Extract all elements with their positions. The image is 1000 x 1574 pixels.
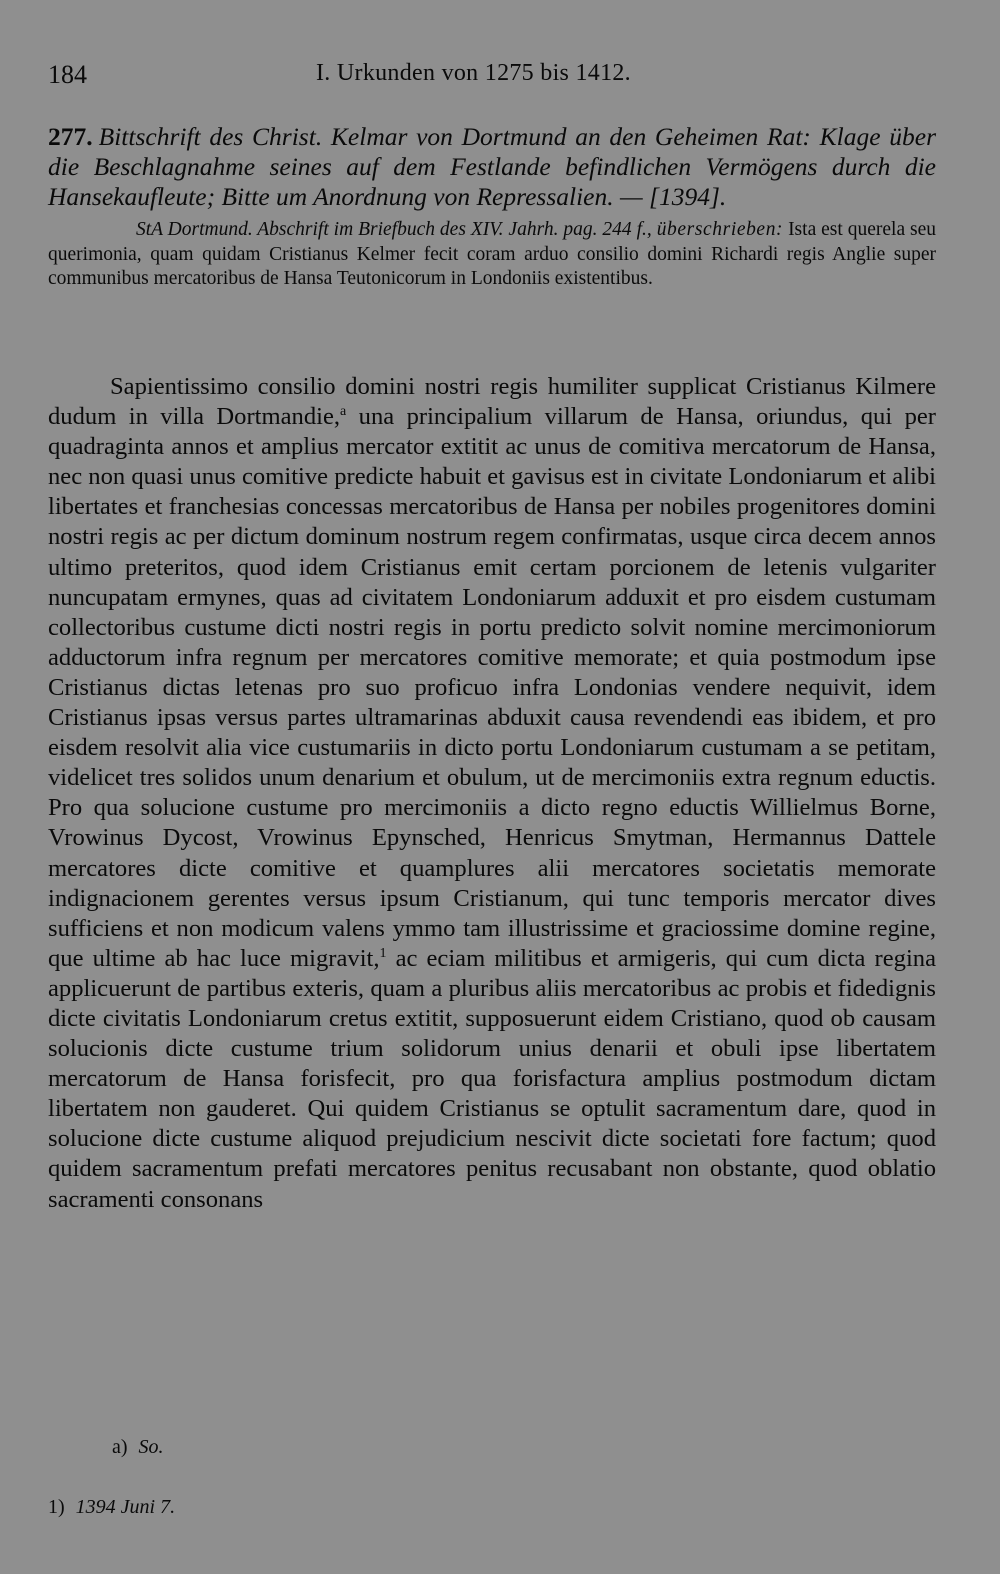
footnote-reference-1: 1 bbox=[379, 945, 387, 961]
body-paragraph bbox=[48, 372, 936, 1215]
document-body bbox=[48, 372, 936, 1215]
source-label: überschrieben: bbox=[656, 219, 784, 240]
footnote-mark: 1) bbox=[48, 1496, 65, 1518]
source-archive: StA Dortmund. Abschrift im Briefbuch des XIV. Jahrh. pag. 244 f., bbox=[136, 219, 652, 240]
running-head bbox=[48, 60, 952, 96]
document-title-block bbox=[48, 122, 936, 212]
footnote-a bbox=[112, 1436, 932, 1476]
document-number: 277. bbox=[48, 122, 93, 151]
footnote-text: So. bbox=[138, 1436, 164, 1458]
running-title: I. Urkunden von 1275 bis 1412. bbox=[316, 60, 631, 86]
footnote-mark: a) bbox=[112, 1436, 128, 1458]
source-heading: Ista est querela seu querimonia, quam quidam Cristianus Kelmer fecit coram arduo consilio domini Richardi regis Anglie super communibus mercatoribus de Hansa Teutonicorum in Londoniis existentibus. bbox=[48, 219, 937, 289]
footnote-text: 1394 Juni 7. bbox=[75, 1496, 176, 1518]
document-title: Bittschrift des Christ. Kelmar von Dortmund an den Geheimen Rat: Klage über die Beschlagnahme seines auf dem Festlande befindlichen Vermögens durch die Hansekaufleute; Bitte um Anordnung von Repressalien. — [1394]. bbox=[48, 122, 936, 211]
footnote-reference-a: a bbox=[340, 403, 347, 419]
page-number: 184 bbox=[48, 60, 87, 89]
body-text-part-1: Sapientissimo consilio domini nostri regis humiliter supplicat Cristianus Kilmere dudum in villa Dortmandie, bbox=[48, 373, 936, 431]
document-head bbox=[48, 122, 936, 292]
body-text-part-3: ac eciam militibus et armigeris, qui cum dicta regina applicuerunt de partibus exteris, quam a pluribus aliis mercatoribus ac probis et fidedignis dicte civitatis Londoniarum cretus extitit, supposuerunt eidem Cristiano, quod ob causam solucionis dicte custume trium solidorum unius denarii et obuli ipse libertatem mercatorum de Hansa forisfecit, pro qua forisfactura amplius postmodum dictam libertatem non gauderet. Qui quidem Cristianus se optulit sacramentum dare, quod in solucione dicte custume aliquod prejudicium nescivit dicte societati fore factum; quod quidem sacramentum prefati mercatores penitus recusabant non obstante, quod oblatio sacramenti consonans bbox=[48, 944, 936, 1213]
source-note bbox=[48, 218, 936, 292]
body-text-part-2: una principalium villarum de Hansa, oriundus, qui per quadraginta annos et amplius mercator extitit ac unus de comitiva mercatorum de Hansa, nec non quasi unus comitive predicte habuit et gavisus est in civitate Londoniarum et alibi libertates et franchesias concessas mercatoribus de Hansa per nobiles progenitores domini nostri regis ac per dictum dominum nostrum regem confirmatas, usque circa decem annos ultimo preteritos, quod idem Cristianus emit certam porcionem de letenis vulgariter nuncupatam ermynes, quas ad civitatem Londoniarum adduxit et pro eisdem custumam collectoribus custume dicti nostri regis in portu predicto solvit nomine mercimoniorum adductorum infra regnum per mercatores comitive memorate; et quia postmodum ipse Cristianus dictas letenas pro suo proficuo infra Londonias vendere nequivit, idem Cristianus ipsas versus partes ultramarinas abduxit causa revendendi eas ibidem, et pro eisdem resolvit alia vice custumariis in dicto portu Londoniarum custumam a se petitam, videlicet tres solidos unum denarium et obulum, ut de mercimoniis extra regnum eductis. Pro qua solucione custume pro mercimoniis a dicto regno eductis Willielmus Borne, Vrowinus Dycost, Vrowinus Epynsched, Henricus Smytman, Hermannus Dattele mercatores dicte comitive et quamplures alii mercatores societatis memorate indignacionem gerentes versus ipsum Cristianum, qui tunc temporis mercator dives sufficiens et non modicum valens ymmo tam illustrissime et graciossime domine regine, que ultime ab hac luce migravit, bbox=[48, 403, 936, 972]
footnote-1 bbox=[48, 1496, 932, 1536]
footnotes bbox=[48, 1436, 932, 1556]
